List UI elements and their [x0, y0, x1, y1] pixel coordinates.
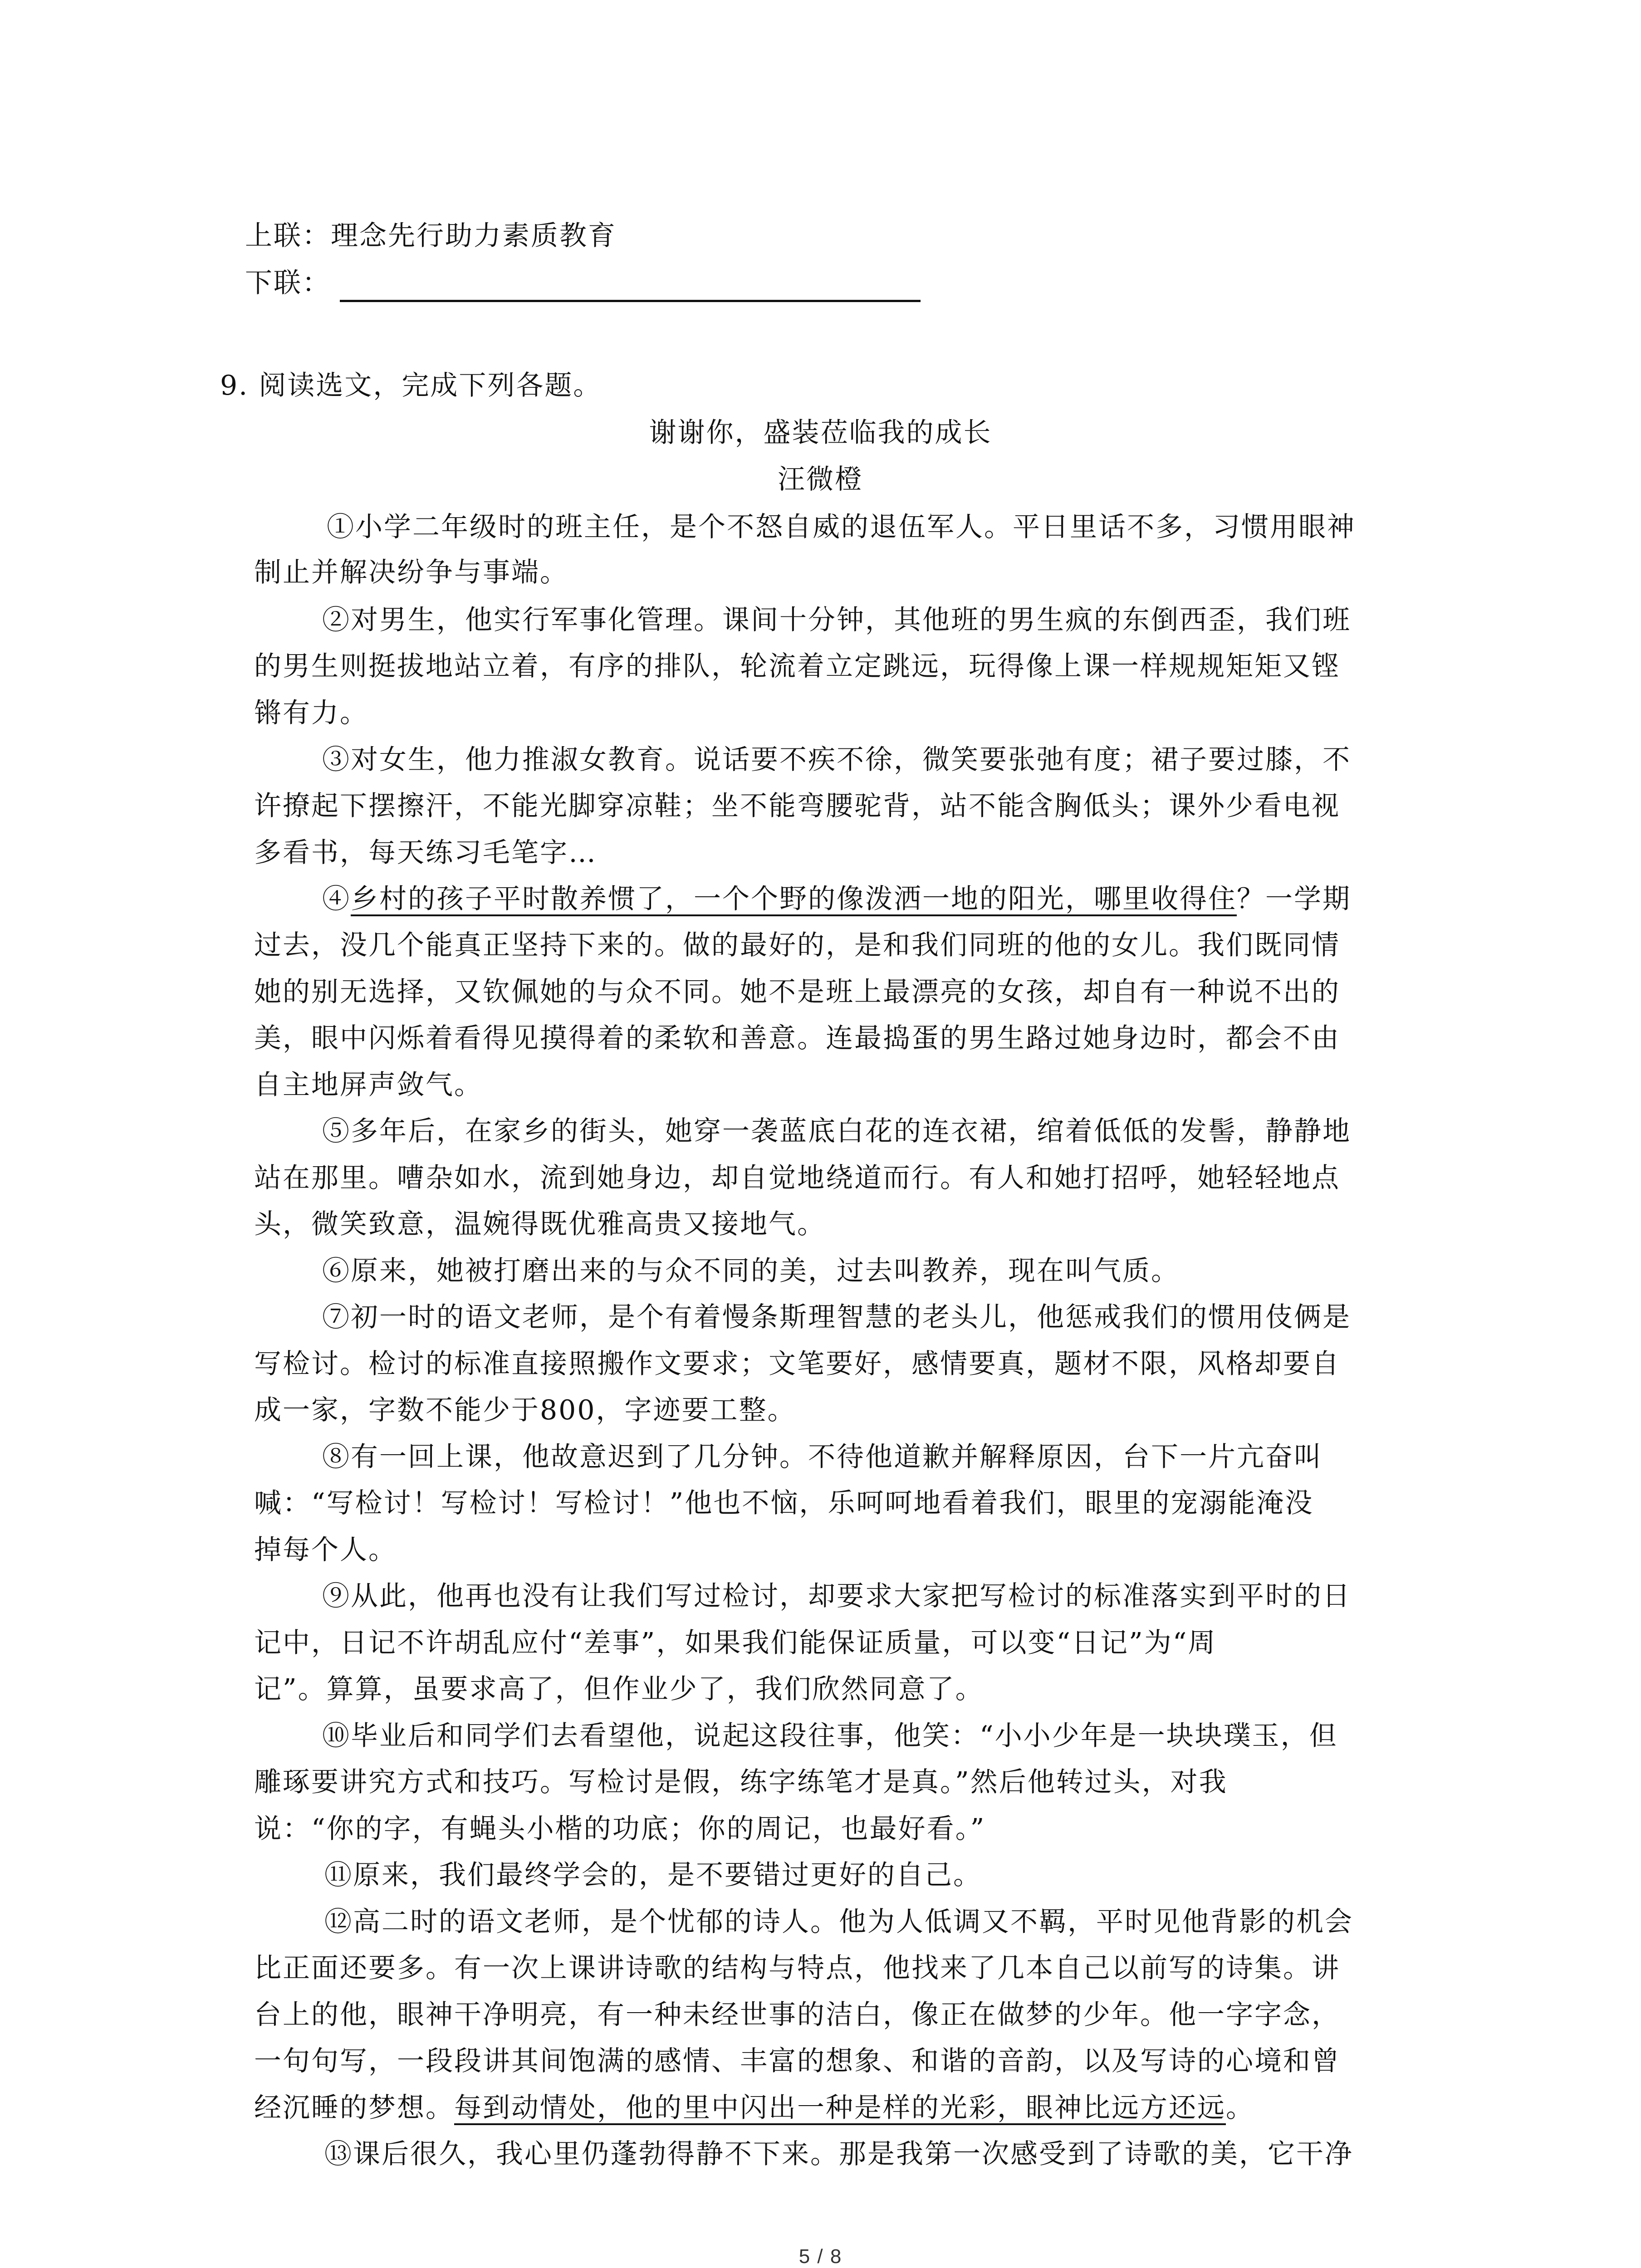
couplet-lower [245, 264, 921, 302]
paragraph-line: 记”。算算，虽要求高了，但作业少了，我们欣然同意了。 [254, 1673, 984, 1705]
paragraph-line: 写检讨。检讨的标准直接照搬作文要求；文笔要好，感情要真，题材不限，风格却要自 [254, 1348, 1340, 1380]
paragraph-line: 站在那里。嘈杂如水，流到她身边，却自觉地绕道而行。有人和她打招呼，她轻轻地点 [254, 1162, 1340, 1194]
paragraph-number: ④ [322, 883, 351, 915]
paragraph-line: 记中，日记不许胡乱应付“差事”，如果我们能保证质量，可以变“日记”为“周 [254, 1627, 1217, 1659]
paragraph-line: 成一家，字数不能少于800，字迹要工整。 [254, 1394, 796, 1426]
paragraph-line: 台上的他，眼神干净明亮，有一种未经世事的洁白，像正在做梦的少年。他一字字念， [254, 1999, 1340, 2031]
paragraph-text: 。 [1226, 2092, 1254, 2124]
paragraph-line: 雕琢要讲究方式和技巧。写检讨是假，练字练笔才是真。”然后他转过头，对我 [254, 1766, 1228, 1798]
paragraph-line: ⑦初一时的语文老师，是个有着慢条斯理智慧的老头儿，他惩戒我们的惯用伎俩是 [322, 1301, 1351, 1333]
paragraph-line [254, 2089, 1254, 2127]
paragraph-line: 的男生则挺拔地站立着，有序的排队，轮流着立定跳远，玩得像上课一样规规矩矩又铿 [254, 650, 1340, 682]
paragraph-line: 锵有力。 [254, 697, 368, 729]
paragraph-text: 经沉睡的梦想。 [254, 2092, 454, 2124]
underlined-sentence: 乡村的孩子平时散养惯了，一个个野的像泼洒一地的阳光，哪里收得住 [351, 883, 1237, 915]
paragraph-line: 她的别无选择，又钦佩她的与众不同。她不是班上最漂亮的女孩，却自有一种说不出的 [254, 976, 1340, 1008]
paragraph-line: 一句句写，一段段讲其间饱满的感情、丰富的想象、和谐的音韵，以及写诗的心境和曾 [254, 2045, 1340, 2077]
paragraph-line: 比正面还要多。有一次上课讲诗歌的结构与特点，他找来了几本自己以前写的诗集。讲 [254, 1952, 1340, 1984]
paragraph-line: 自主地屏声敛气。 [254, 1069, 483, 1101]
answer-blank-line [340, 273, 921, 302]
article-author: 汪微橙 [778, 464, 863, 495]
paragraph-line: 制止并解决纷争与事端。 [254, 557, 568, 588]
paragraph-text: ？一学期 [1237, 883, 1351, 915]
paragraph-line: ⑤多年后，在家乡的街头，她穿一袭蓝底白花的连衣裙，绾着低低的发髻，静静地 [322, 1115, 1351, 1147]
paragraph-line: 美，眼中闪烁着看得见摸得着的柔软和善意。连最捣蛋的男生路过她身边时，都会不由 [254, 1022, 1340, 1054]
underlined-sentence: 每到动情处，他的里中闪出一种是样的光彩，眼神比远方还远 [454, 2092, 1226, 2124]
paragraph-line: ①小学二年级时的班主任，是个不怒自威的退伍军人。平日里话不多，习惯用眼神 [327, 511, 1356, 543]
paragraph-line [322, 880, 1351, 918]
paragraph-line: 过去，没几个能真正坚持下来的。做的最好的，是和我们同班的他的女儿。我们既同情 [254, 929, 1340, 961]
couplet-upper: 上联：理念先行助力素质教育 [245, 220, 617, 252]
paragraph-line: ②对男生，他实行军事化管理。课间十分钟，其他班的男生疯的东倒西歪，我们班 [322, 604, 1351, 636]
paragraph-line: 掉每个人。 [254, 1534, 397, 1566]
paragraph-line: ⑥原来，她被打磨出来的与众不同的美，过去叫教养，现在叫气质。 [322, 1255, 1180, 1287]
paragraph-line: ⑧有一回上课，他故意迟到了几分钟。不待他道歉并解释原因，台下一片亢奋叫 [322, 1441, 1323, 1473]
article-title: 谢谢你，盛装莅临我的成长 [649, 417, 992, 449]
paragraph-line: ⑪原来，我们最终学会的，是不要错过更好的自己。 [324, 1859, 982, 1891]
paragraph-line: 头，微笑致意，温婉得既优雅高贵又接地气。 [254, 1208, 826, 1240]
paragraph-line: 喊：“写检讨！写检讨！写检讨！”他也不恼，乐呵呵地看着我们，眼里的宠溺能淹没 [254, 1487, 1314, 1519]
page-number: 5 / 8 [798, 2245, 843, 2268]
paragraph-line: ③对女生，他力推淑女教育。说话要不疾不徐，微笑要张弛有度；裙子要过膝，不 [322, 744, 1351, 776]
couplet-lower-label: 下联： [245, 267, 331, 299]
paragraph-line: 说：“你的字，有蝇头小楷的功底；你的周记，也最好看。” [254, 1813, 986, 1845]
paragraph-line: ⑫高二时的语文老师，是个忧郁的诗人。他为人低调又不羁，平时见他背影的机会 [324, 1906, 1353, 1938]
paragraph-line: ⑩毕业后和同学们去看望他，说起这段往事，他笑：“小小少年是一块块璞玉，但 [322, 1720, 1338, 1752]
paragraph-line: 许撩起下摆擦汗，不能光脚穿凉鞋；坐不能弯腰驼背，站不能含胸低头；课外少看电视 [254, 790, 1340, 822]
paragraph-line: ⑨从此，他再也没有让我们写过检讨，却要求大家把写检讨的标准落实到平时的日 [322, 1580, 1351, 1612]
paragraph-line: 多看书，每天练习毛笔字… [254, 837, 597, 869]
paragraph-line: ⑬课后很久，我心里仍蓬勃得静不下来。那是我第一次感受到了诗歌的美，它干净 [324, 2138, 1353, 2170]
question-header: 9. 阅读选文，完成下列各题。 [220, 370, 602, 401]
